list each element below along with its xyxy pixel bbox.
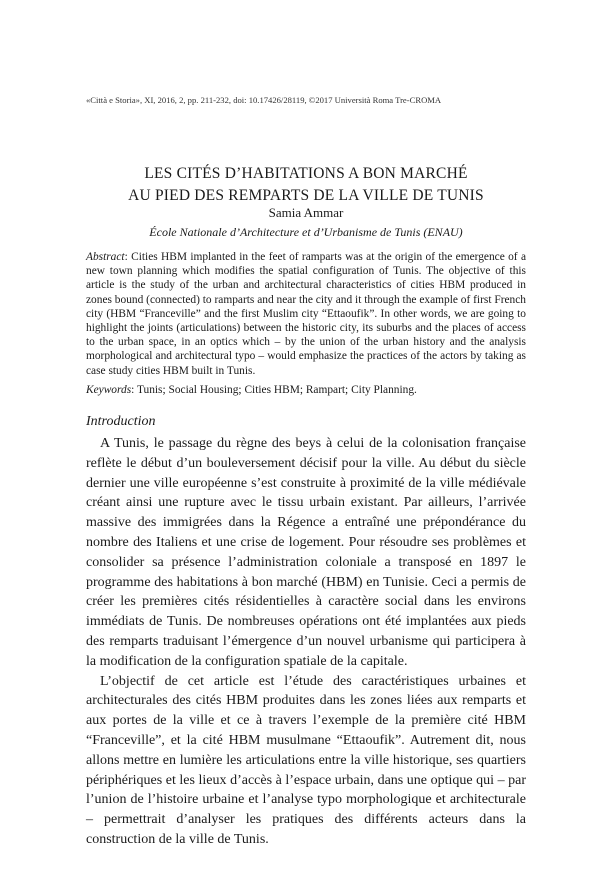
introduction-body [86, 434, 526, 850]
author-affiliation: École Nationale d’Architecture et d’Urbanisme de Tunis (ENAU) [149, 225, 463, 239]
abstract [86, 250, 526, 378]
author-name: Samia Ammar [268, 205, 344, 220]
paragraph: A Tunis, le passage du règne des beys à celui de la colonisation française reflète le début d’un bouleversement décisif pour la ville. Au début du siècle dernier une ville européenne s’est construite à proximité de la ville médiévale créant ainsi une rupture avec le tissu urbain existant. Par ailleurs, l’arrivée massive des immigrées dans la Régence a entraîné une prépondérance du nombre des Italiens et une crise de logement. Pour résoudre ses problèmes et consolider sa présence l’administration coloniale a transposé en 1897 le programme des habitations à bon marché (HBM) en Tunisie. Ceci a permis de créer les premières cités résidentielles à caractère social dans les environs immédiats de Tunis. De nombreuses opérations ont été implantées aux pieds des remparts traduisant l’émergence d’un nouvel urbanisme qui participera à la modification de la configuration spatiale de la capitale. [86, 436, 526, 669]
citation-header: «Città e Storia», XI, 2016, 2, pp. 211-232, doi: 10.17426/28119, ©2017 Università Roma Tre-CROMA [86, 95, 442, 105]
title-line-2: AU PIED DES REMPARTS DE LA VILLE DE TUNIS [128, 187, 484, 204]
keywords-text: : Tunis; Social Housing; Cities HBM; Rampart; City Planning. [131, 384, 417, 396]
article-title [86, 163, 526, 207]
section-heading-introduction: Introduction [86, 414, 156, 429]
paragraph: L’objectif de cet article est l’étude des caractéristiques urbaines et architecturales des cités HBM produites dans les zones liées aux remparts et aux portes de la ville et ce à travers l’exemple de la première cité HBM “Franceville”, et la cité HBM musulmane “Ettaoufik”. Autrement dit, nous allons mettre en lumière les articulations entre la ville historique, ses quartiers périphériques et les lieux d’accès à l’espace urbain, dans une optique qui – par l’union de l’histoire urbaine et l’analyse typo morphologique et architecturale – permettrait d’analyser les pratiques des différents acteurs dans la construction de la ville de Tunis. [86, 673, 526, 847]
keywords-label: Keywords [86, 384, 132, 396]
keywords [86, 383, 526, 397]
abstract-label: Abstract [86, 251, 125, 263]
title-line-1: LES CITÉS D’HABITATIONS A BON MARCHÉ [144, 165, 468, 182]
abstract-text: : Cities HBM implanted in the feet of ramparts was at the origin of the emergence of a new town planning which modifies the spatial configuration of Tunis. The objective of this article is the study of the urban and architectural characteristics of cities HBM produced in zones bound (connected) to ramparts and near the city and it through the example of first French city (HBM “Franceville” and the first Muslim city “Ettaoufik”. In other words, we are going to highlight the joints (articulations) between the historic city, its suburbs and the places of access to the urban space, in an optics which – by the union of the urban history and the analysis morphological and architectural typo – would emphasize the practices of the actors by taking as case study cities HBM built in Tunis. [86, 251, 526, 377]
